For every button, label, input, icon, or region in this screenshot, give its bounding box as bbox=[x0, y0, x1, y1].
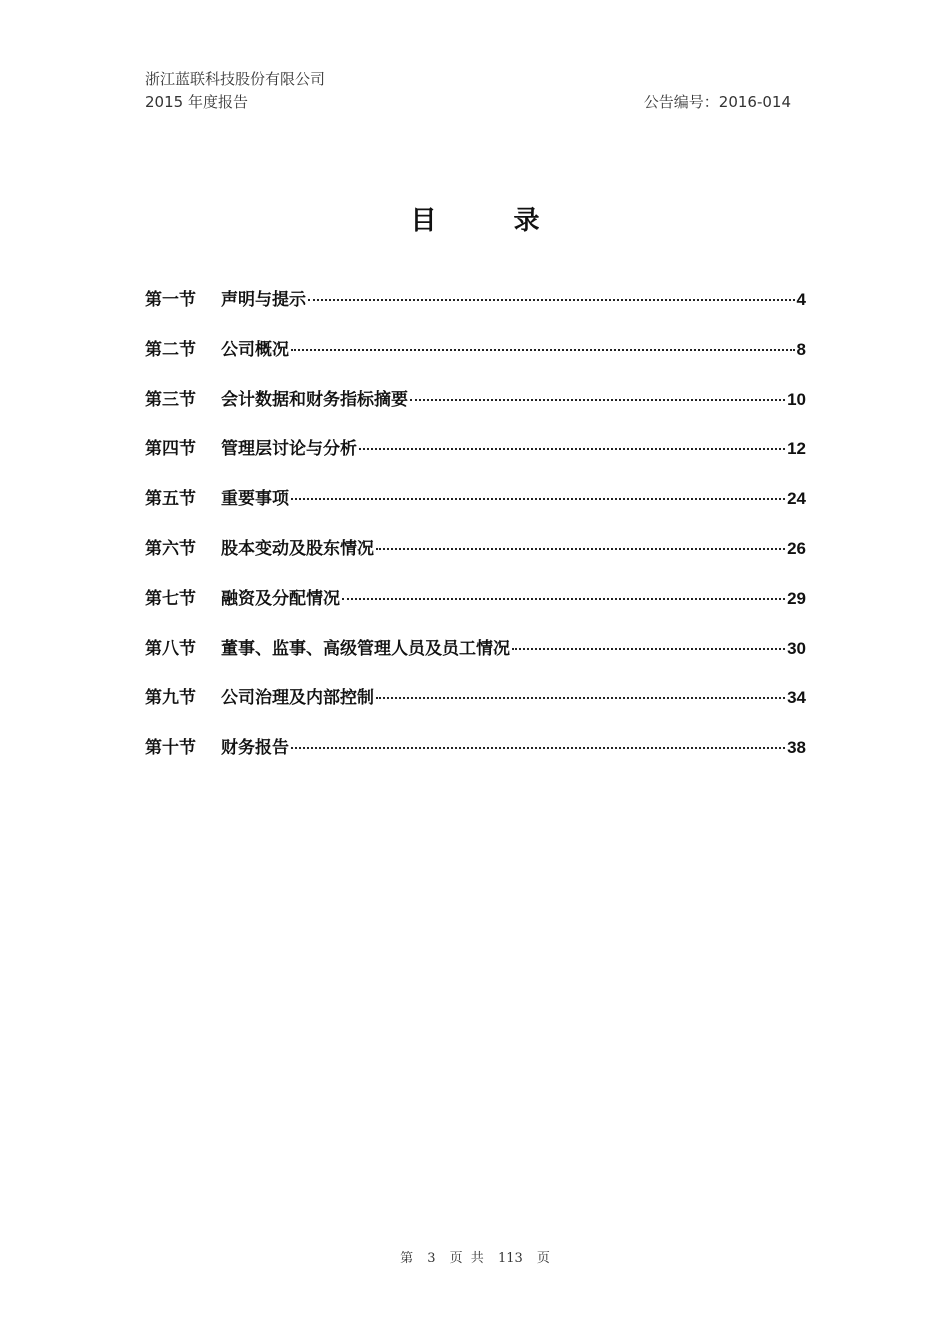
toc-section-number: 第十节 bbox=[145, 738, 196, 759]
toc-page-number: 30 bbox=[787, 638, 806, 658]
footer-current-page: 3 bbox=[427, 1251, 436, 1266]
toc-page-number: 34 bbox=[787, 688, 806, 708]
header-row bbox=[145, 91, 791, 114]
toc-leader-dots bbox=[291, 498, 785, 500]
toc-page-number: 29 bbox=[787, 588, 806, 608]
toc-leader-dots bbox=[410, 399, 785, 401]
toc-entry-6[interactable] bbox=[145, 534, 806, 584]
toc-section-number: 第五节 bbox=[145, 489, 196, 510]
table-of-contents bbox=[145, 285, 806, 783]
toc-section-title: 管理层讨论与分析 bbox=[221, 439, 357, 460]
toc-section-title: 董事、监事、高级管理人员及员工情况 bbox=[221, 638, 510, 659]
toc-leader-dots bbox=[342, 598, 785, 600]
toc-entry-3[interactable] bbox=[145, 385, 806, 435]
toc-leader-dots bbox=[308, 299, 795, 301]
toc-entry-7[interactable] bbox=[145, 584, 806, 634]
toc-entry-5[interactable] bbox=[145, 484, 806, 534]
toc-page-number: 24 bbox=[787, 489, 806, 509]
toc-leader-dots bbox=[376, 697, 785, 699]
toc-section-number: 第一节 bbox=[145, 290, 196, 310]
toc-leader-dots bbox=[376, 548, 785, 550]
toc-page-number: 8 bbox=[796, 339, 806, 359]
toc-entry-10[interactable] bbox=[145, 733, 806, 783]
toc-entry-4[interactable] bbox=[145, 434, 806, 484]
toc-entry-9[interactable] bbox=[145, 683, 806, 733]
toc-section-number: 第九节 bbox=[145, 688, 196, 709]
toc-section-number: 第三节 bbox=[145, 389, 196, 410]
toc-page-number: 10 bbox=[787, 389, 806, 409]
toc-entry-1[interactable] bbox=[145, 285, 806, 335]
toc-section-title: 公司概况 bbox=[221, 339, 289, 360]
toc-entry-8[interactable] bbox=[145, 634, 806, 684]
footer-total-pages: 113 bbox=[497, 1251, 523, 1266]
toc-entry-2[interactable] bbox=[145, 335, 806, 385]
report-year: 2015 年度报告 bbox=[145, 93, 248, 111]
toc-section-number: 第八节 bbox=[145, 638, 196, 659]
toc-leader-dots bbox=[359, 448, 785, 450]
footer-prefix: 第 bbox=[400, 1251, 414, 1266]
toc-section-title: 会计数据和财务指标摘要 bbox=[221, 389, 408, 410]
page-title: 目 录 bbox=[410, 206, 574, 236]
announcement-number: 公告编号：2016-014 bbox=[643, 93, 791, 111]
page-header bbox=[145, 68, 791, 114]
page-footer bbox=[0, 1247, 950, 1266]
toc-leader-dots bbox=[291, 349, 795, 351]
toc-section-title: 声明与提示 bbox=[221, 290, 306, 310]
toc-section-number: 第二节 bbox=[145, 339, 196, 360]
toc-page-number: 38 bbox=[787, 738, 806, 758]
toc-section-number: 第四节 bbox=[145, 439, 196, 460]
toc-section-title: 财务报告 bbox=[221, 738, 289, 759]
toc-page-number: 26 bbox=[787, 538, 806, 558]
footer-suffix: 页 bbox=[536, 1251, 550, 1266]
toc-leader-dots bbox=[291, 747, 785, 749]
toc-section-number: 第六节 bbox=[145, 538, 196, 559]
toc-page-number: 4 bbox=[796, 290, 806, 309]
toc-leader-dots bbox=[512, 648, 785, 650]
toc-section-title: 公司治理及内部控制 bbox=[221, 688, 374, 709]
toc-section-number: 第七节 bbox=[145, 588, 196, 609]
toc-section-title: 融资及分配情况 bbox=[221, 588, 340, 609]
toc-page-number: 12 bbox=[787, 439, 806, 459]
toc-section-title: 股本变动及股东情况 bbox=[221, 538, 374, 559]
toc-section-title: 重要事项 bbox=[221, 489, 289, 510]
footer-middle: 页 共 bbox=[449, 1251, 484, 1266]
company-name: 浙江蓝联科技股份有限公司 bbox=[145, 70, 326, 88]
